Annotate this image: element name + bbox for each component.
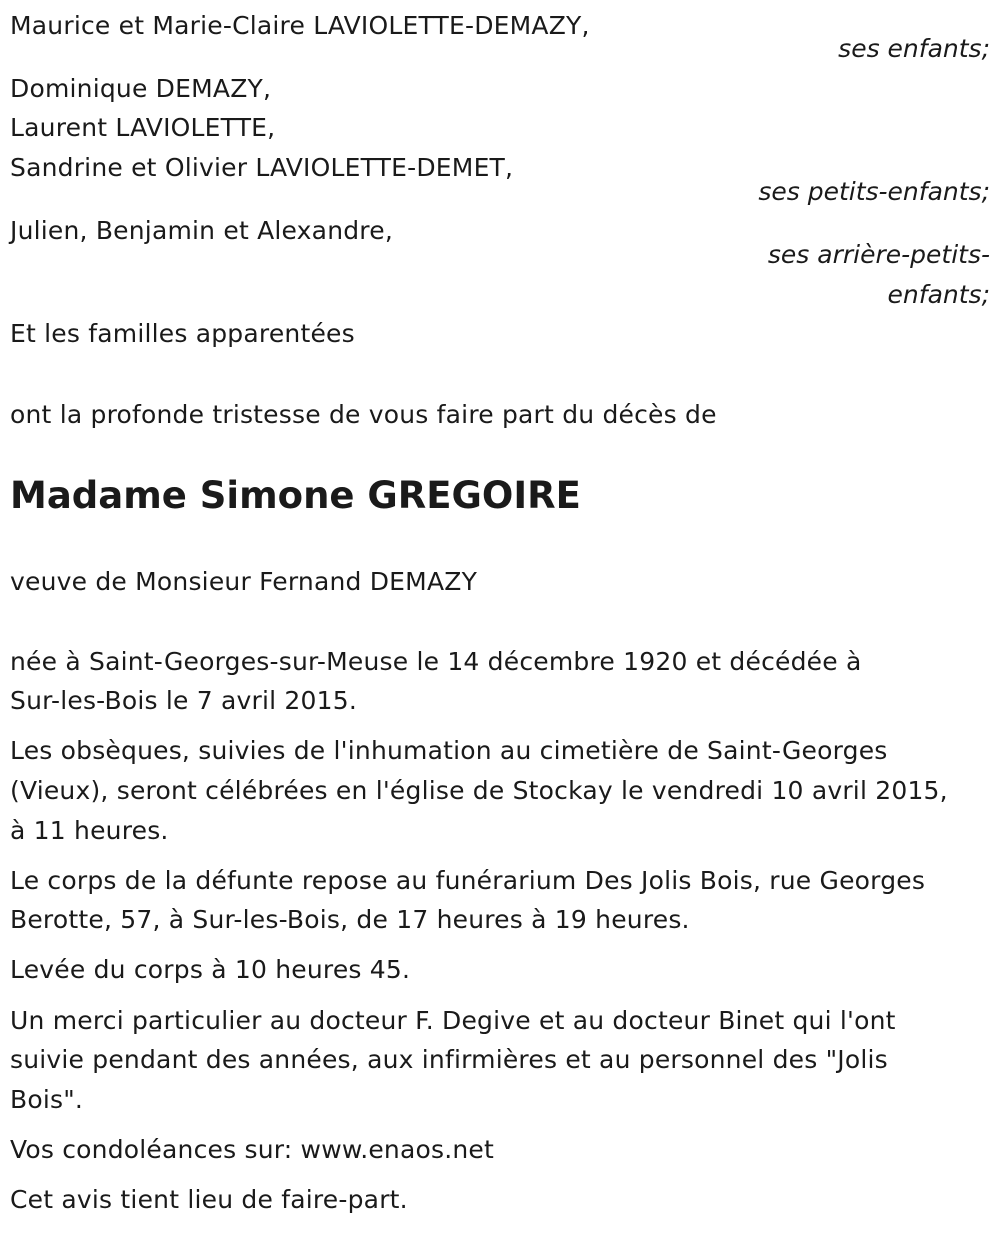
great-grandchildren-role-line: ses arrière-petits- bbox=[767, 240, 990, 269]
thanks-line: Bois". bbox=[10, 1085, 84, 1114]
rest-line: Berotte, 57, à Sur-les-Bois, de 17 heures à 19 heures. bbox=[10, 905, 690, 934]
deceased-name: Madame Simone GREGOIRE bbox=[10, 474, 581, 517]
lifting-line: Levée du corps à 10 heures 45. bbox=[10, 955, 411, 984]
funeral-line: (Vieux), seront célébrées en l'église de Stockay le vendredi 10 avril 2015, bbox=[10, 776, 948, 805]
relatives: Et les familles apparentées bbox=[10, 319, 355, 348]
notice-line: Cet avis tient lieu de faire-part. bbox=[10, 1185, 408, 1214]
condolences-line: Vos condoléances sur: www.enaos.net bbox=[10, 1135, 494, 1164]
birth-death-line: Sur-les-Bois le 7 avril 2015. bbox=[10, 686, 357, 715]
announcement: ont la profonde tristesse de vous faire part du décès de bbox=[10, 400, 717, 429]
rest-line: Le corps de la défunte repose au funérarium Des Jolis Bois, rue Georges bbox=[10, 866, 926, 895]
children-role: ses enfants; bbox=[838, 34, 990, 63]
grandchildren-role: ses petits-enfants; bbox=[758, 177, 990, 206]
widow-of: veuve de Monsieur Fernand DEMAZY bbox=[10, 567, 478, 596]
birth-death-line: née à Saint-Georges-sur-Meuse le 14 décembre 1920 et décédée à bbox=[10, 647, 862, 676]
grandchild-name: Sandrine et Olivier LAVIOLETTE-DEMET, bbox=[10, 153, 514, 182]
grandchild-name: Dominique DEMAZY, bbox=[10, 74, 272, 103]
great-grandchildren-names: Julien, Benjamin et Alexandre, bbox=[10, 216, 393, 245]
children-names: Maurice et Marie-Claire LAVIOLETTE-DEMAZY, bbox=[10, 11, 590, 40]
thanks-line: Un merci particulier au docteur F. Degive et au docteur Binet qui l'ont bbox=[10, 1006, 896, 1035]
funeral-line: à 11 heures. bbox=[10, 816, 169, 845]
grandchild-name: Laurent LAVIOLETTE, bbox=[10, 113, 276, 142]
great-grandchildren-role-line: enfants; bbox=[887, 280, 990, 309]
thanks-line: suivie pendant des années, aux infirmières et au personnel des "Jolis bbox=[10, 1045, 888, 1074]
funeral-line: Les obsèques, suivies de l'inhumation au cimetière de Saint-Georges bbox=[10, 736, 888, 765]
